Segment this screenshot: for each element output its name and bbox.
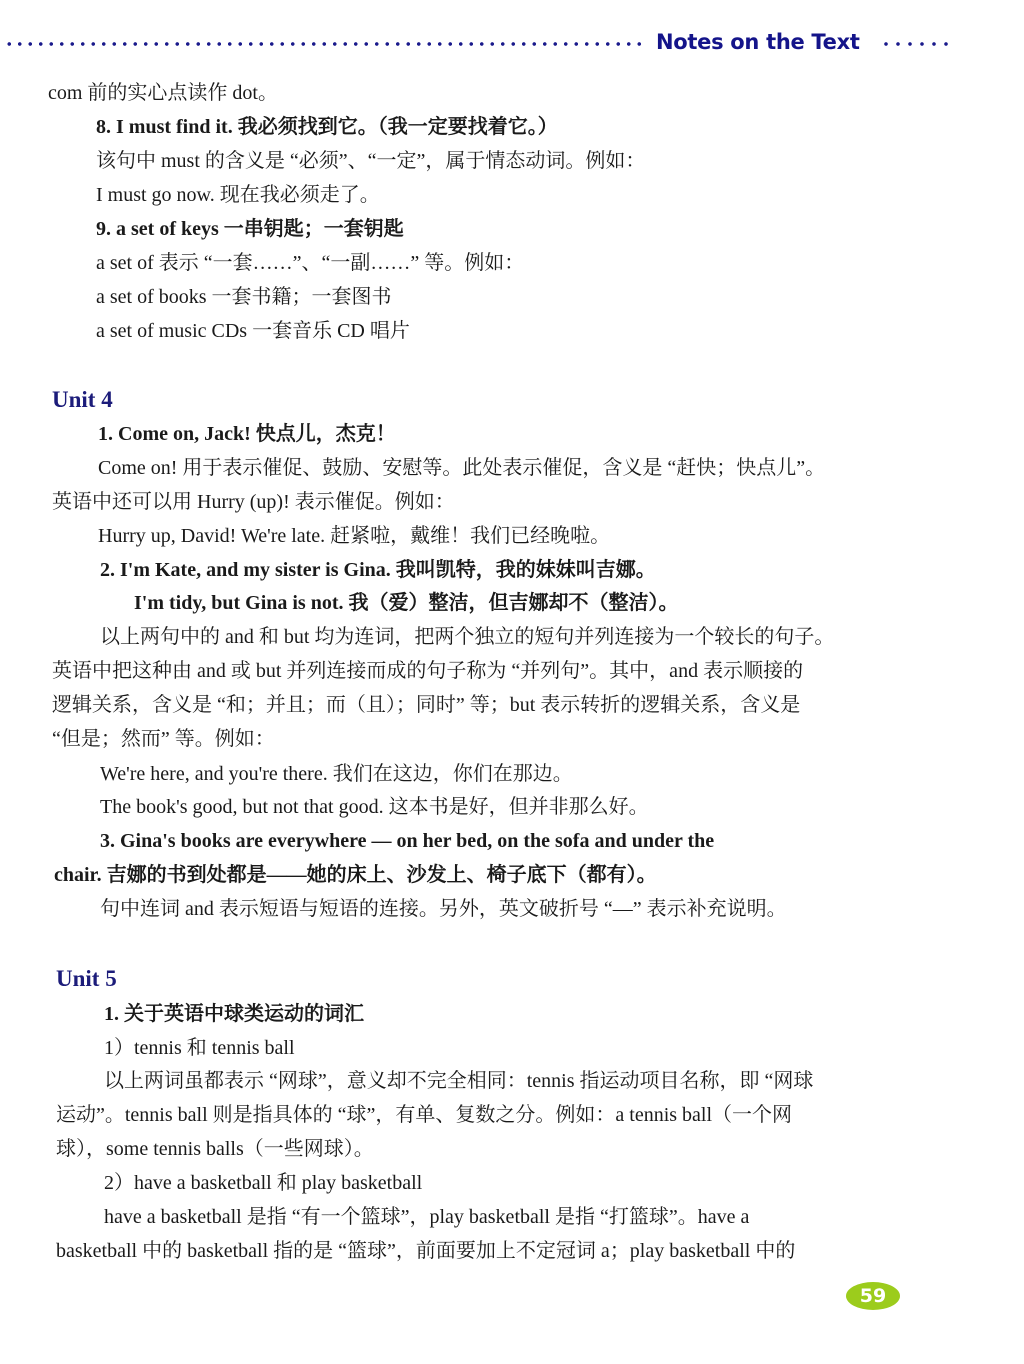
text-line: 球），some tennis balls（一些网球）。 [56,1138,374,1160]
text-line: Hurry up, David! We're late. 赶紧啦，戴维！我们已经晚啦。 [98,525,611,547]
text-line: 运动”。tennis ball 则是指具体的 “球”，有单、复数之分。例如：a tennis ball（一个网 [56,1104,793,1126]
text-line: 句中连词 and 表示短语与短语的连接。另外，英文破折号 “—” 表示补充说明。 [100,898,787,920]
text-line: 2）have a basketball 和 play basketball [104,1172,423,1194]
text-line: I must go now. 现在我必须走了。 [96,184,380,206]
page-number: 59 [859,1285,887,1307]
text-line: a set of 表示 “一套……”、“一副……” 等。例如： [96,252,525,274]
text-line: com 前的实心点读作 dot。 [48,82,278,104]
note-heading-line: I'm tidy, but Gina is not. 我（爱）整洁，但吉娜却不（整洁）。 [134,592,679,614]
text-line: We're here, and you're there. 我们在这边，你们在那边。 [100,763,573,785]
unit-heading: Unit 5 [56,966,117,991]
text-line: a set of books 一套书籍；一套图书 [96,286,392,308]
text-line: 逻辑关系，含义是 “和；并且；而（且）；同时” 等；but 表示转折的逻辑关系，含义是 [52,694,801,716]
note-heading-line: 1. 关于英语中球类运动的词汇 [104,1003,364,1025]
note-heading-line: 9. a set of keys 一串钥匙；一套钥匙 [96,218,404,240]
text-line: “但是；然而” 等。例如： [52,728,275,750]
unit-heading: Unit 4 [52,387,113,412]
text-line: 该句中 must 的含义是 “必须”、“一定”，属于情态动词。例如： [96,150,646,172]
text-line: 以上两句中的 and 和 but 均为连词，把两个独立的短句并列连接为一个较长的句子。 [100,626,835,648]
note-heading-line: 3. Gina's books are everywhere — on her bed, on the sofa and under the [100,830,715,852]
page-number-badge [846,1282,900,1310]
text-line: 英语中还可以用 Hurry (up)! 表示催促。例如： [52,491,455,513]
text-line: a set of music CDs 一套音乐 CD 唱片 [96,320,410,342]
dotted-rule-right [880,42,952,46]
text-line: basketball 中的 basketball 指的是 “篮球”，前面要加上不定冠词 a；play basketball 中的 [56,1240,796,1262]
note-heading-line: 2. I'm Kate, and my sister is Gina. 我叫凯特，我的妹妹叫吉娜。 [100,559,656,581]
text-line: have a basketball 是指 “有一个篮球”，play basketball 是指 “打篮球”。have a [104,1206,750,1228]
note-heading-line: 8. I must find it. 我必须找到它。（我一定要找着它。） [96,116,558,138]
text-line: The book's good, but not that good. 这本书是好，但并非那么好。 [100,796,649,818]
note-heading-line: chair. 吉娜的书到处都是——她的床上、沙发上、椅子底下（都有）。 [54,864,657,886]
running-header [0,28,1000,58]
text-line: 1）tennis 和 tennis ball [104,1037,295,1059]
text-line: 以上两词虽都表示 “网球”，意义却不完全相同：tennis 指运动项目名称，即 “网球 [104,1070,814,1092]
text-line: Come on! 用于表示催促、鼓励、安慰等。此处表示催促，含义是 “赶快；快点儿”。 [98,457,826,479]
dotted-rule-left [4,42,648,46]
header-title: Notes on the Text [656,30,860,54]
note-heading-line: 1. Come on, Jack! 快点儿，杰克！ [98,423,396,445]
text-line: 英语中把这种由 and 或 but 并列连接而成的句子称为 “并列句”。其中，and 表示顺接的 [52,660,804,682]
